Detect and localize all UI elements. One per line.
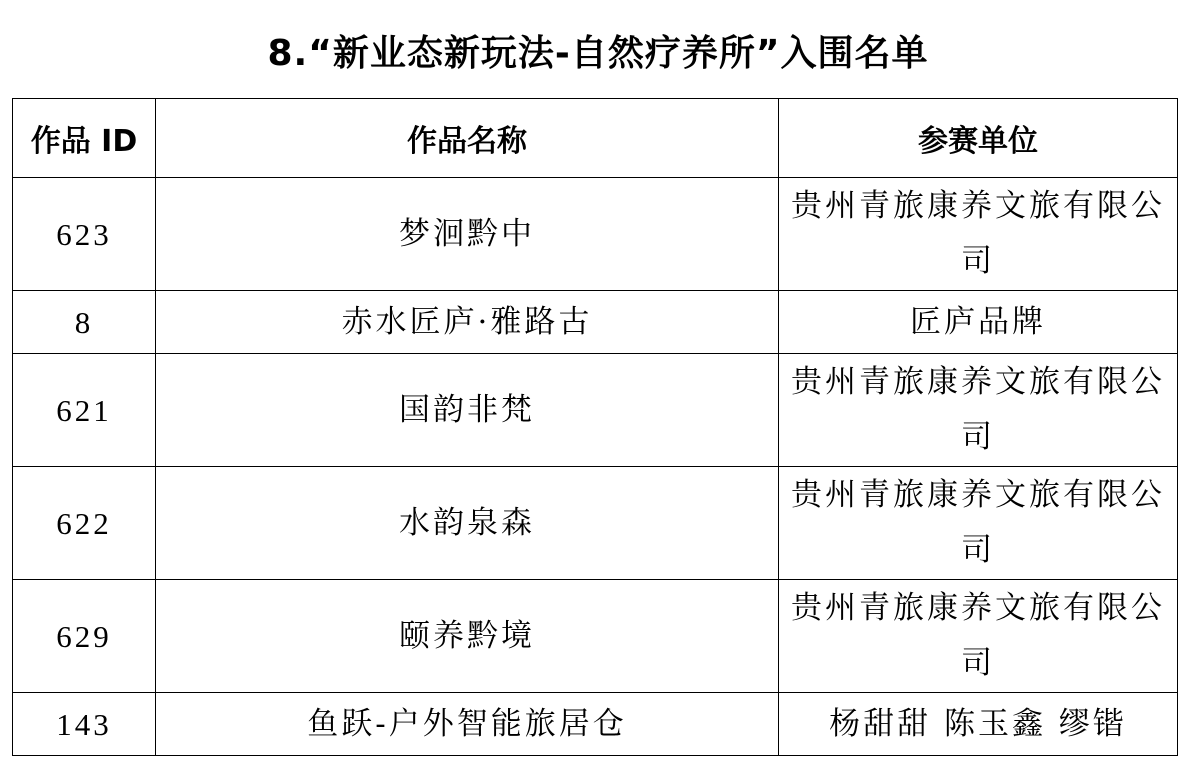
cell-unit: 贵州青旅康养文旅有限公司 (779, 467, 1178, 580)
cell-id: 621 (13, 354, 156, 467)
cell-unit: 贵州青旅康养文旅有限公司 (779, 178, 1178, 291)
table-row (13, 354, 1178, 467)
cell-id: 623 (13, 178, 156, 291)
cell-unit: 贵州青旅康养文旅有限公司 (779, 580, 1178, 693)
cell-name: 鱼跃-户外智能旅居仓 (156, 693, 779, 756)
column-header-id: 作品 ID (13, 99, 156, 178)
cell-id: 622 (13, 467, 156, 580)
table-row (13, 693, 1178, 756)
cell-name: 梦洄黔中 (156, 178, 779, 291)
table-row (13, 291, 1178, 354)
cell-unit: 杨甜甜 陈玉鑫 缪锴 (779, 693, 1178, 756)
cell-unit: 贵州青旅康养文旅有限公司 (779, 354, 1178, 467)
column-header-name: 作品名称 (156, 99, 779, 178)
table-row (13, 580, 1178, 693)
column-header-unit: 参赛单位 (779, 99, 1178, 178)
table-row (13, 467, 1178, 580)
table-row (13, 178, 1178, 291)
cell-id: 143 (13, 693, 156, 756)
cell-id: 8 (13, 291, 156, 354)
cell-id: 629 (13, 580, 156, 693)
cell-unit: 匠庐品牌 (779, 291, 1178, 354)
cell-name: 颐养黔境 (156, 580, 779, 693)
page-title: 8.“新业态新玩法-自然疗养所”入围名单 (267, 33, 929, 74)
cell-name: 赤水匠庐·雅路古 (156, 291, 779, 354)
cell-name: 水韵泉森 (156, 467, 779, 580)
table-header-row (13, 99, 1178, 178)
shortlist-table (12, 98, 1178, 756)
cell-name: 国韵非梵 (156, 354, 779, 467)
